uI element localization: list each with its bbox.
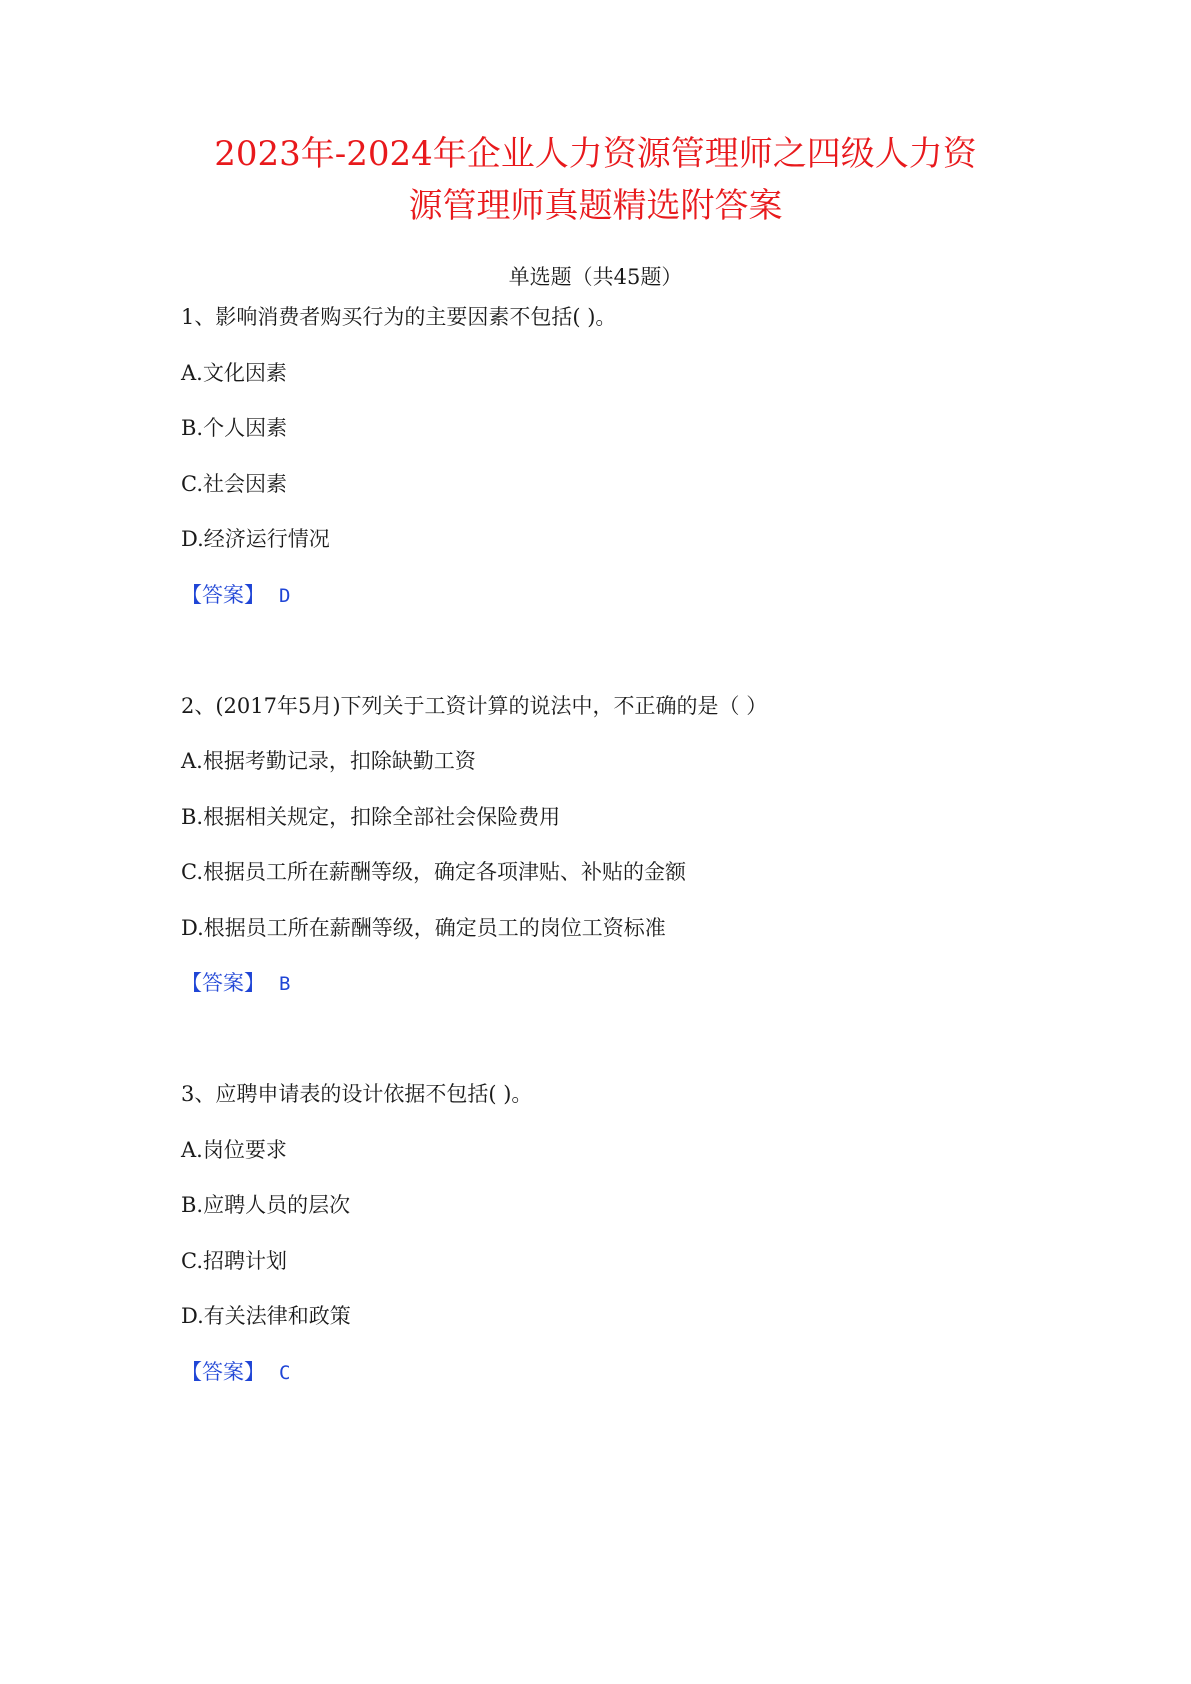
option-c: C.招聘计划 bbox=[181, 1249, 287, 1273]
question-stem: 1、影响消费者购买行为的主要因素不包括( )。 bbox=[181, 305, 617, 329]
option-a: A.岗位要求 bbox=[181, 1138, 287, 1162]
option-c: C.根据员工所在薪酬等级，确定各项津贴、补贴的金额 bbox=[181, 860, 686, 884]
answer-line bbox=[181, 968, 290, 999]
answer-value: C bbox=[279, 1362, 291, 1384]
answer-line bbox=[181, 580, 290, 611]
option-a: A.文化因素 bbox=[181, 361, 287, 385]
answer-label: 【答案】 bbox=[181, 583, 265, 607]
answer-value: D bbox=[279, 585, 291, 607]
title-line-1: 2023年-2024年企业人力资源管理师之四级人力资 bbox=[214, 134, 977, 174]
document-title bbox=[120, 128, 1071, 232]
option-c: C.社会因素 bbox=[181, 472, 287, 496]
option-b: B.应聘人员的层次 bbox=[181, 1193, 351, 1217]
answer-label: 【答案】 bbox=[181, 1360, 265, 1384]
option-b: B.根据相关规定，扣除全部社会保险费用 bbox=[181, 805, 561, 829]
answer-line bbox=[181, 1357, 290, 1388]
question-stem: 2、(2017年5月)下列关于工资计算的说法中，不正确的是（ ） bbox=[181, 694, 768, 718]
option-d: D.根据员工所在薪酬等级，确定员工的岗位工资标准 bbox=[181, 916, 666, 940]
section-heading: 单选题（共45题） bbox=[508, 265, 683, 289]
answer-label: 【答案】 bbox=[181, 971, 265, 995]
answer-value: B bbox=[279, 973, 291, 995]
title-line-2: 源管理师真题精选附答案 bbox=[408, 186, 783, 226]
option-d: D.经济运行情况 bbox=[181, 527, 330, 551]
option-b: B.个人因素 bbox=[181, 416, 288, 440]
option-a: A.根据考勤记录，扣除缺勤工资 bbox=[181, 749, 476, 773]
question-stem: 3、应聘申请表的设计依据不包括( )。 bbox=[181, 1082, 533, 1106]
option-d: D.有关法律和政策 bbox=[181, 1304, 351, 1328]
